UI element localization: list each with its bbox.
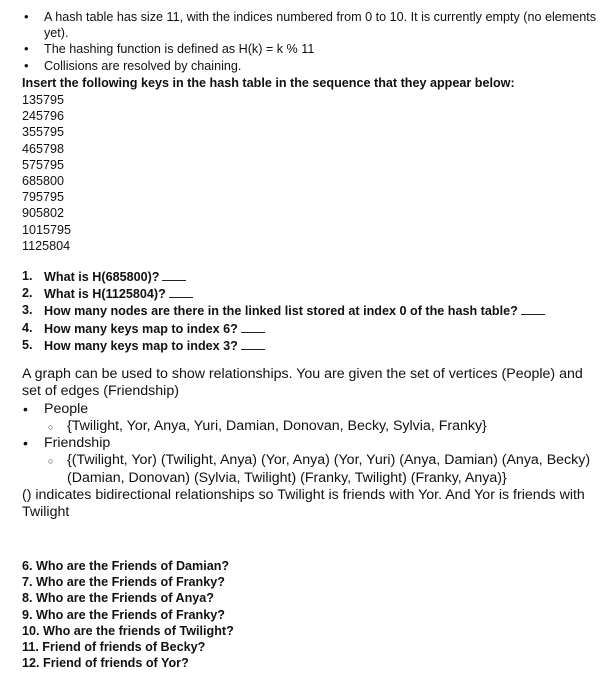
insert-instruction: Insert the following keys in the hash table in the sequence that they appear below: — [22, 76, 515, 90]
question-number: 3. — [22, 303, 33, 318]
hash-question — [22, 320, 602, 337]
key-item: 905802 — [22, 206, 65, 221]
key-item: 685800 — [22, 174, 65, 189]
hash-question — [22, 268, 602, 285]
question-text: What is H(1125804)? — [44, 287, 166, 302]
graph-section — [22, 366, 602, 522]
key-item: 1015795 — [22, 222, 72, 237]
graph-question: 6. Who are the Friends of Damian? — [22, 559, 230, 573]
graph-question: 12. Friend of friends of Yor? — [22, 656, 189, 671]
key-list — [22, 92, 322, 254]
graph-question: 11. Friend of friends of Becky? — [22, 640, 206, 655]
intro-bullet: • The hashing function is defined as H(k) = k % 11 — [22, 41, 602, 57]
key-item: 135795 — [22, 93, 65, 107]
key-item: 1125804 — [22, 238, 71, 253]
graph-question: 10. Who are the friends of Twilight? — [22, 623, 234, 638]
question-text: How many nodes are there in the linked list stored at index 0 of the hash table? — [44, 304, 518, 319]
key-item: 795795 — [22, 190, 65, 205]
graph-intro: A graph can be used to show relationships. You are given the set of vertices (People) and set of edges (Friendship) — [22, 366, 583, 400]
people-bullet — [22, 401, 602, 436]
people-label: People — [44, 400, 89, 417]
graph-question: 8. Who are the Friends of Anya? — [22, 591, 214, 606]
intro-bullet: • A hash table has size 11, with the indices numbered from 0 to 10. It is currently empty (no elements yet). — [22, 9, 602, 41]
graph-sets-list — [22, 401, 602, 487]
hash-question — [22, 302, 602, 319]
key-item: 575795 — [22, 157, 65, 172]
hash-question — [22, 285, 602, 302]
answer-blank[interactable] — [162, 268, 186, 281]
hash-question — [22, 337, 602, 354]
answer-blank[interactable] — [521, 302, 545, 315]
graph-question-list — [22, 558, 602, 671]
friendship-sublist — [44, 452, 602, 487]
key-item: 465798 — [22, 141, 65, 156]
people-set: ○ {Twilight, Yor, Anya, Yuri, Damian, Donovan, Becky, Sylvia, Franky} — [44, 418, 602, 435]
answer-blank[interactable] — [241, 320, 265, 333]
key-item: 245796 — [22, 109, 65, 124]
question-number: 4. — [22, 320, 33, 335]
question-number: 2. — [22, 286, 33, 301]
intro-bullet-list — [22, 9, 602, 74]
answer-blank[interactable] — [169, 285, 193, 298]
key-item: 355795 — [22, 125, 65, 140]
question-number: 5. — [22, 337, 33, 352]
graph-question: 9. Who are the Friends of Franky? — [22, 607, 225, 622]
question-text: How many keys map to index 3? — [44, 338, 238, 353]
question-text: What is H(685800)? — [44, 270, 160, 284]
people-sublist — [44, 418, 602, 435]
friendship-set: ○ {(Twilight, Yor) (Twilight, Anya) (Yor, Anya) (Yor, Yuri) (Anya, Damian) (Anya, Becky) (Damian, Donovan) (Sylvia, Twilight) (Franky, Twilight) (Franky, Anya)} — [44, 452, 602, 487]
answer-blank[interactable] — [241, 337, 265, 350]
question-text: How many keys map to index 6? — [44, 321, 238, 336]
question-number: 1. — [22, 269, 33, 283]
hash-question-list — [22, 268, 602, 354]
friendship-bullet — [22, 435, 602, 487]
bidirectional-note: () indicates bidirectional relationships so Twilight is friends with Yor. And Yor is friends with Twilight — [22, 487, 585, 521]
intro-bullet: • Collisions are resolved by chaining. — [22, 58, 602, 74]
graph-question: 7. Who are the Friends of Franky? — [22, 575, 225, 590]
friendship-label: Friendship — [44, 435, 111, 452]
